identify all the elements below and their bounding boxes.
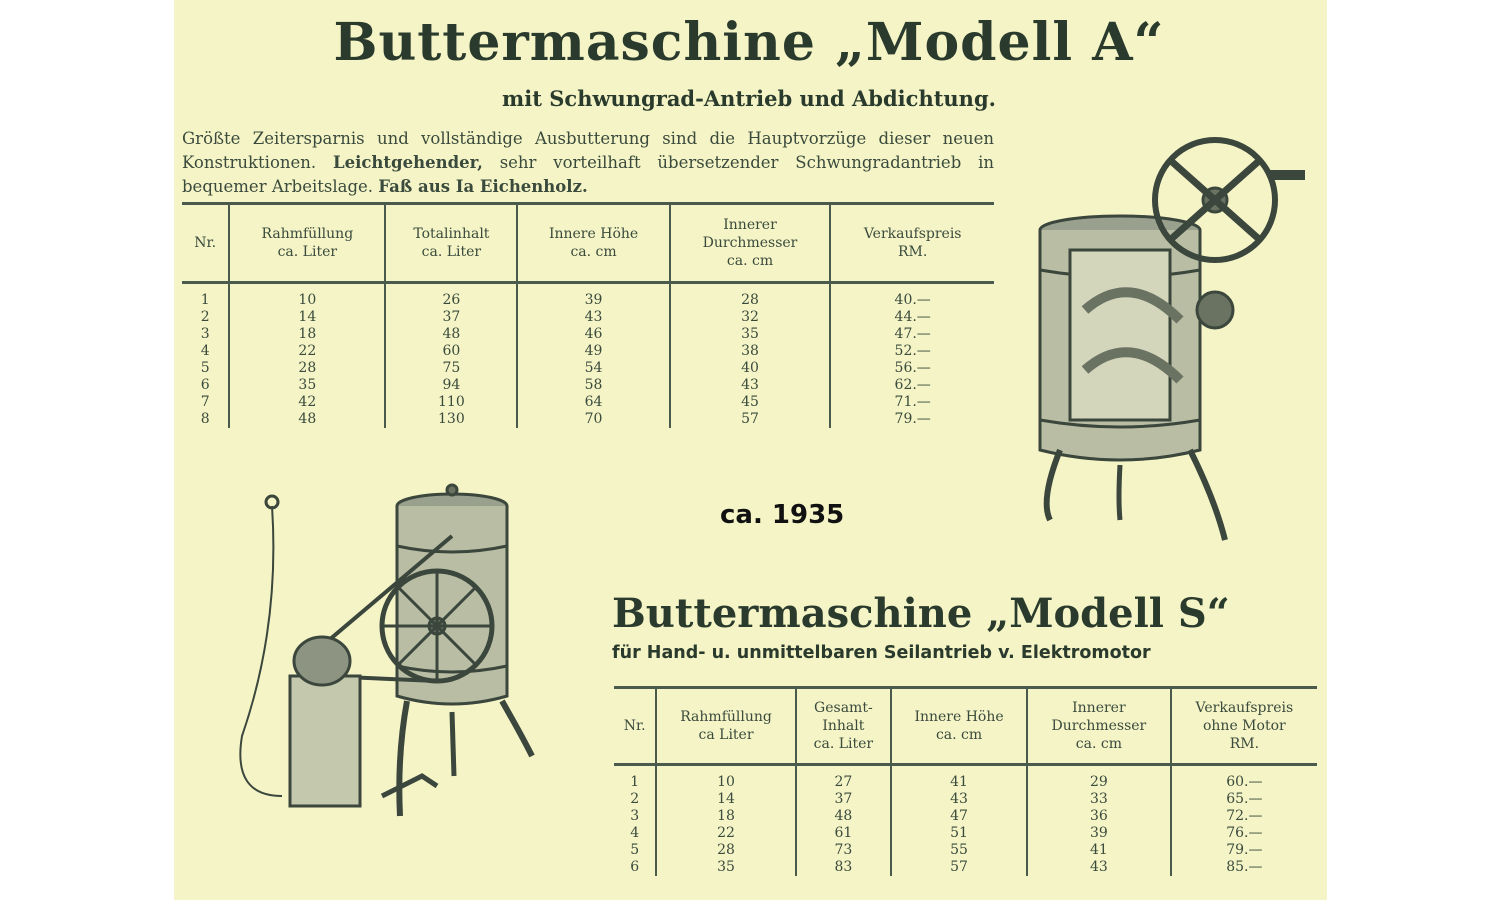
table-cell: 62.—	[830, 377, 994, 394]
table-cell: 35	[656, 859, 795, 876]
description-text-1: Größte Zeitersparnis und vollständige Ausbutterung sind die Hauptvorzüge dieser neuen Konstruktionen.	[182, 129, 994, 172]
table-cell: 10	[656, 765, 795, 792]
table-cell: 35	[670, 326, 831, 343]
column-header	[670, 204, 831, 283]
table-row	[614, 765, 1317, 792]
modell-a-subtitle: mit Schwungrad-Antrieb und Abdichtung.	[502, 86, 996, 111]
column-header	[182, 204, 229, 283]
description-bold-2: Faß aus Ia Eichenholz.	[378, 177, 588, 196]
table-cell: 79.—	[830, 411, 994, 428]
table-cell: 28	[229, 360, 385, 377]
column-header-line: Nr.	[623, 718, 646, 734]
table-cell: 5	[630, 842, 640, 858]
column-header-line: ca. cm	[1075, 736, 1122, 752]
table-cell: 1	[630, 774, 640, 790]
description-text-2: sehr vorteilhaft übersetzender Schwungradantrieb in bequemer Arbeitslage.	[182, 153, 995, 196]
table-cell: 41	[1027, 842, 1171, 859]
table-cell: 43	[891, 791, 1027, 808]
table-cell: 7	[200, 394, 210, 410]
column-header-line: ca. cm	[935, 727, 983, 743]
table-cell: 79.—	[1171, 842, 1317, 859]
table-cell: 14	[656, 791, 795, 808]
column-header-line: ca. Liter	[277, 244, 338, 260]
table-cell: 28	[656, 842, 795, 859]
table-cell: 44.—	[830, 309, 994, 326]
table-cell: 26	[385, 283, 517, 310]
table-cell: 2	[630, 791, 640, 807]
table-cell: 10	[229, 283, 385, 310]
table-cell: 47.—	[830, 326, 994, 343]
table-cell: 43	[670, 377, 831, 394]
table-header-row	[182, 204, 994, 283]
table-cell: 70	[517, 411, 669, 428]
column-header-line: ca. Liter	[421, 244, 482, 260]
modell-a-churn-illustration	[1000, 120, 1320, 560]
table-cell: 57	[891, 859, 1027, 876]
modell-s-spec-table	[614, 686, 1317, 876]
table-cell: 64	[517, 394, 669, 411]
column-header	[517, 204, 669, 283]
table-cell: 36	[1027, 808, 1171, 825]
table-cell: 37	[385, 309, 517, 326]
column-header-line: Nr.	[194, 235, 217, 251]
table-row	[182, 394, 994, 411]
table-cell: 38	[670, 343, 831, 360]
column-header-line: Rahmfüllung	[261, 226, 354, 242]
table-row	[182, 309, 994, 326]
table-cell: 110	[385, 394, 517, 411]
table-cell: 22	[656, 825, 795, 842]
table-row	[182, 326, 994, 343]
description-bold-1: Leichtgehender,	[333, 153, 483, 172]
table-cell: 6	[200, 377, 210, 393]
table-cell: 75	[385, 360, 517, 377]
column-header	[891, 688, 1027, 765]
table-cell: 49	[517, 343, 669, 360]
table-cell: 130	[385, 411, 517, 428]
table-cell: 46	[517, 326, 669, 343]
table-cell: 61	[796, 825, 891, 842]
column-header-line: Rahmfüllung	[680, 709, 772, 725]
table-cell: 4	[200, 343, 210, 359]
table-cell: 3	[200, 326, 210, 342]
column-header-line: Innerer	[1072, 700, 1126, 716]
table-cell: 48	[385, 326, 517, 343]
column-header	[1171, 688, 1317, 765]
table-row	[614, 842, 1317, 859]
table-cell: 54	[517, 360, 669, 377]
modell-a-title: Buttermaschine „Modell A“	[333, 12, 1165, 73]
table-cell: 60	[385, 343, 517, 360]
table-cell: 72.—	[1171, 808, 1317, 825]
table-cell: 73	[796, 842, 891, 859]
table-cell: 27	[796, 765, 891, 792]
table-cell: 45	[670, 394, 831, 411]
modell-s-subtitle: für Hand- u. unmittelbaren Seilantrieb v. Elektromotor	[612, 643, 1151, 663]
table-cell: 33	[1027, 791, 1171, 808]
table-cell: 43	[517, 309, 669, 326]
table-cell: 22	[229, 343, 385, 360]
table-row	[614, 791, 1317, 808]
table-cell: 48	[796, 808, 891, 825]
table-cell: 35	[229, 377, 385, 394]
table-cell: 8	[200, 411, 210, 427]
table-cell: 51	[891, 825, 1027, 842]
table-cell: 65.—	[1171, 791, 1317, 808]
table-cell: 40.—	[830, 283, 994, 310]
modell-a-spec-table	[182, 202, 994, 428]
column-header-line: ca Liter	[698, 727, 754, 743]
table-cell: 32	[670, 309, 831, 326]
table-cell: 2	[200, 309, 210, 325]
table-cell: 48	[229, 411, 385, 428]
column-header-line: ohne Motor	[1202, 718, 1286, 734]
column-header-line: ca. cm	[570, 244, 617, 260]
column-header-line: Inhalt	[822, 718, 865, 734]
column-header	[796, 688, 891, 765]
table-row	[182, 343, 994, 360]
table-cell: 14	[229, 309, 385, 326]
table-cell: 85.—	[1171, 859, 1317, 876]
table-row	[182, 411, 994, 428]
column-header-line: Verkaufspreis	[1195, 700, 1294, 716]
table-cell: 58	[517, 377, 669, 394]
column-header-line: RM.	[1229, 736, 1260, 752]
column-header	[614, 688, 656, 765]
column-header-line: Durchmesser	[702, 235, 798, 251]
table-cell: 3	[630, 808, 640, 824]
column-header	[385, 204, 517, 283]
table-cell: 47	[891, 808, 1027, 825]
table-cell: 52.—	[830, 343, 994, 360]
table-cell: 41	[891, 765, 1027, 792]
table-row	[614, 808, 1317, 825]
table-cell: 57	[670, 411, 831, 428]
table-cell: 37	[796, 791, 891, 808]
table-cell: 42	[229, 394, 385, 411]
table-cell: 56.—	[830, 360, 994, 377]
table-row	[182, 283, 994, 310]
table-cell: 4	[630, 825, 640, 841]
column-header-line: Totalinhalt	[413, 226, 490, 242]
table-cell: 76.—	[1171, 825, 1317, 842]
modell-s-churn-illustration	[222, 476, 562, 836]
table-cell: 18	[656, 808, 795, 825]
table-cell: 28	[670, 283, 831, 310]
table-cell: 39	[517, 283, 669, 310]
column-header	[830, 204, 994, 283]
column-header	[656, 688, 795, 765]
table-cell: 55	[891, 842, 1027, 859]
table-row	[614, 859, 1317, 876]
table-row	[182, 360, 994, 377]
table-cell: 5	[200, 360, 210, 376]
table-row	[182, 377, 994, 394]
column-header-line: Durchmesser	[1051, 718, 1147, 734]
table-cell: 6	[630, 859, 640, 875]
table-row	[614, 825, 1317, 842]
catalog-page	[174, 0, 1327, 900]
column-header	[1027, 688, 1171, 765]
table-cell: 94	[385, 377, 517, 394]
table-cell: 29	[1027, 765, 1171, 792]
column-header-line: RM.	[898, 244, 928, 260]
table-cell: 18	[229, 326, 385, 343]
table-cell: 83	[796, 859, 891, 876]
column-header-line: Innerer	[723, 217, 777, 233]
column-header-line: ca. Liter	[813, 736, 874, 752]
table-cell: 43	[1027, 859, 1171, 876]
column-header-line: Innere Höhe	[914, 709, 1004, 725]
table-cell: 39	[1027, 825, 1171, 842]
column-header-line: Innere Höhe	[548, 226, 639, 242]
column-header-line: ca. cm	[726, 253, 774, 269]
modell-s-title: Buttermaschine „Modell S“	[612, 590, 1230, 637]
column-header-line: Verkaufspreis	[863, 226, 962, 242]
table-cell: 60.—	[1171, 765, 1317, 792]
table-cell: 1	[200, 292, 210, 308]
column-header	[229, 204, 385, 283]
modell-a-description	[182, 127, 994, 199]
table-header-row	[614, 688, 1317, 765]
table-cell: 71.—	[830, 394, 994, 411]
table-cell: 40	[670, 360, 831, 377]
column-header-line: Gesamt-	[814, 700, 873, 716]
year-label: ca. 1935	[720, 500, 845, 530]
